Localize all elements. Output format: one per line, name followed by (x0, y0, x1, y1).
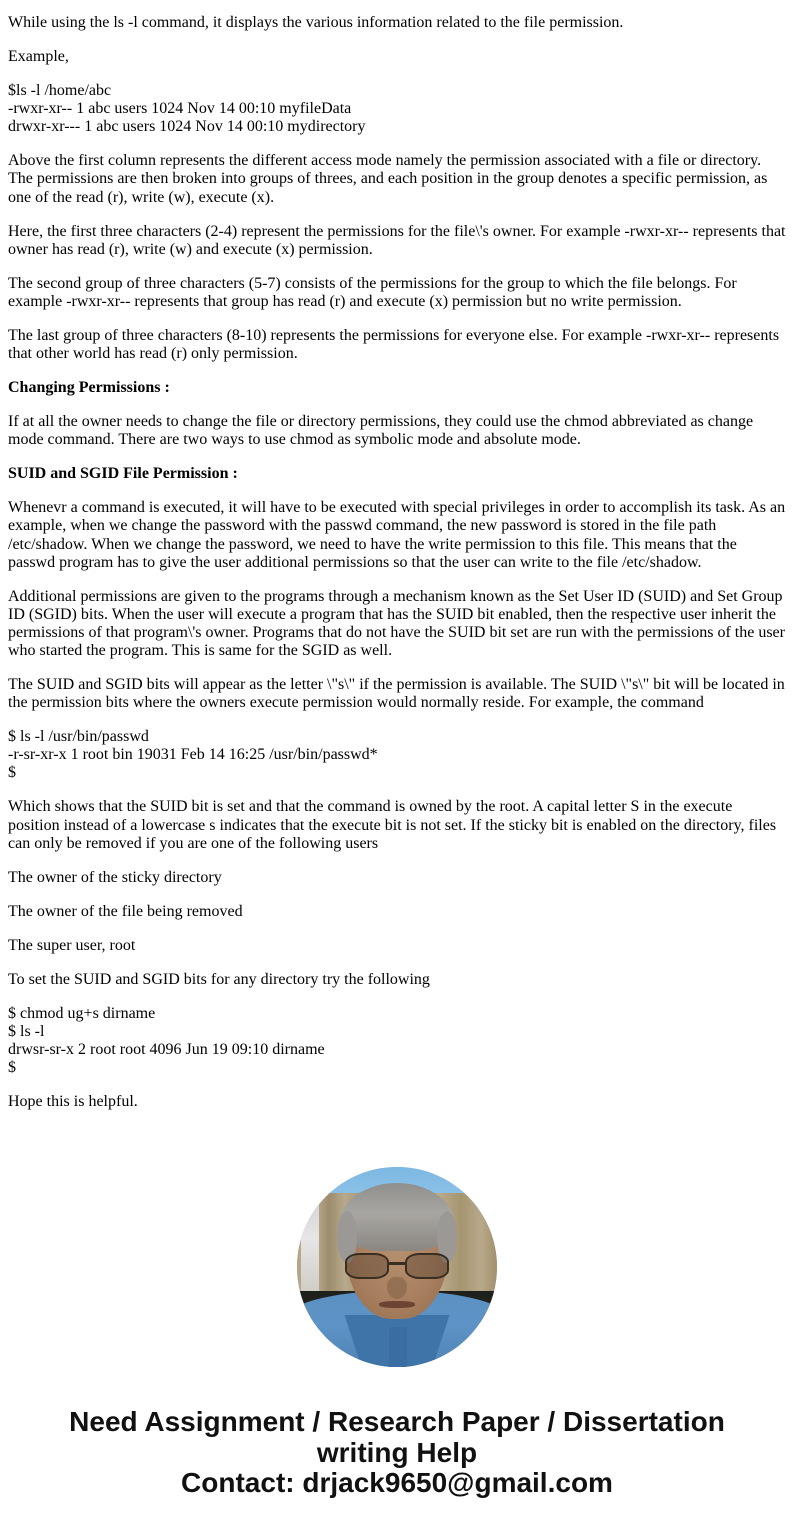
super-user-item: The super user, root (8, 936, 136, 954)
avatar-lens-right (405, 1253, 449, 1279)
sticky-owner-item: The owner of the sticky directory (8, 868, 222, 886)
chmod-example-code-block: $ chmod ug+s dirname $ ls -l drwsr-sr-x 2 root root 4096 Jun 19 09:10 dirname $ (8, 1004, 325, 1077)
set-bits-intro-paragraph: To set the SUID and SGID bits for any directory try the following (8, 970, 430, 988)
heading-suid-sgid: SUID and SGID File Permission : (8, 465, 238, 483)
avatar-mouth (379, 1301, 415, 1308)
avatar-lens-left (345, 1253, 389, 1279)
access-mode-paragraph: Above the first column represents the different access mode namely the permission associated with a file or directory. The permissions are then broken into groups of threes, and each position in the group denotes a specific permission, as one of the read (r), write (w), execute (x). (8, 152, 768, 206)
avatar-container (8, 1167, 786, 1367)
file-owner-item: The owner of the file being removed (8, 902, 243, 920)
footer-line-2: writing Help (316, 1436, 478, 1468)
intro-paragraph: While using the ls -l command, it displays the various information related to the file permission. (8, 14, 624, 31)
avatar-tie (389, 1327, 407, 1367)
suid-set-paragraph: Which shows that the SUID bit is set and that the command is owned by the root. A capital letter S in the execute position instead of a lowercase s indicates that the execute bit is not set. If the sticky bit is enabled on the directory, files can only be removed if you are one of the following users (8, 798, 777, 852)
privileges-paragraph: Whenevr a command is executed, it will have to be executed with special privileges in order to accomplish its task. As an example, when we change the password with the passwd command, the new password is stored in the file path /etc/shadow. When we change the password, we need to have the write permission to this file. This means that the passwd program has to give the user additional permissions so that the user can write to the file /etc/shadow. (8, 499, 786, 571)
ls-example-code-block: $ls -l /home/abc -rwxr-xr-- 1 abc users 1024 Nov 14 00:10 myfileData drwxr-xr--- 1 abc users 1024 Nov 14 00:10 mydirectory (8, 82, 366, 136)
footer-contact-block (8, 1407, 786, 1518)
document-content (8, 14, 786, 1111)
s-bit-paragraph: The SUID and SGID bits will appear as the letter \"s\" if the permission is available. The SUID \"s\" bit will be located in the permission bits where the owners execute permission would normally reside. For example, the command (8, 676, 785, 712)
group-permissions-paragraph: The second group of three characters (5-7) consists of the permissions for the group to which the file belongs. For example -rwxr-xr-- represents that group has read (r) and execute (x) permission but no write permission. (8, 274, 737, 310)
owner-permissions-paragraph: Here, the first three characters (2-4) represent the permissions for the file\'s owner. For example -rwxr-xr-- represents that owner has read (r), write (w) and execute (x) permission. (8, 222, 786, 258)
footer-line-3: Contact: drjack9650@gmail.com (181, 1466, 613, 1498)
glasses-icon (345, 1253, 449, 1279)
passwd-example-code-block: $ ls -l /usr/bin/passwd -r-sr-xr-x 1 root bin 19031 Feb 14 16:25 /usr/bin/passwd* $ (8, 728, 378, 782)
example-label: Example, (8, 48, 69, 66)
setuid-setgid-paragraph: Additional permissions are given to the programs through a mechanism known as the Set User ID (SUID) and Set Group ID (SGID) bits. When the user will execute a program that has the SUID bit enabled, then the respective user inherit the permissions of that program\'s owner. Programs that do not have the SUID bit set are run with the permissions of the user who started the program. This is same for the SGID as well. (8, 587, 785, 659)
closing-paragraph: Hope this is helpful. (8, 1093, 138, 1111)
other-permissions-paragraph: The last group of three characters (8-10) represents the permissions for everyone else. For example -rwxr-xr-- represents that other world has read (r) only permission. (8, 326, 780, 363)
avatar (297, 1167, 497, 1367)
chmod-paragraph: If at all the owner needs to change the file or directory permissions, they could use the chmod abbreviated as change mode command. There are two ways to use chmod as symbolic mode and absolute mode. (8, 413, 754, 449)
heading-changing-permissions: Changing Permissions : (8, 379, 170, 397)
avatar-glasses-bridge (389, 1262, 406, 1265)
footer-line-1: Need Assignment / Research Paper / Dissertation (69, 1406, 725, 1438)
avatar-wall-panel-left (301, 1193, 319, 1307)
